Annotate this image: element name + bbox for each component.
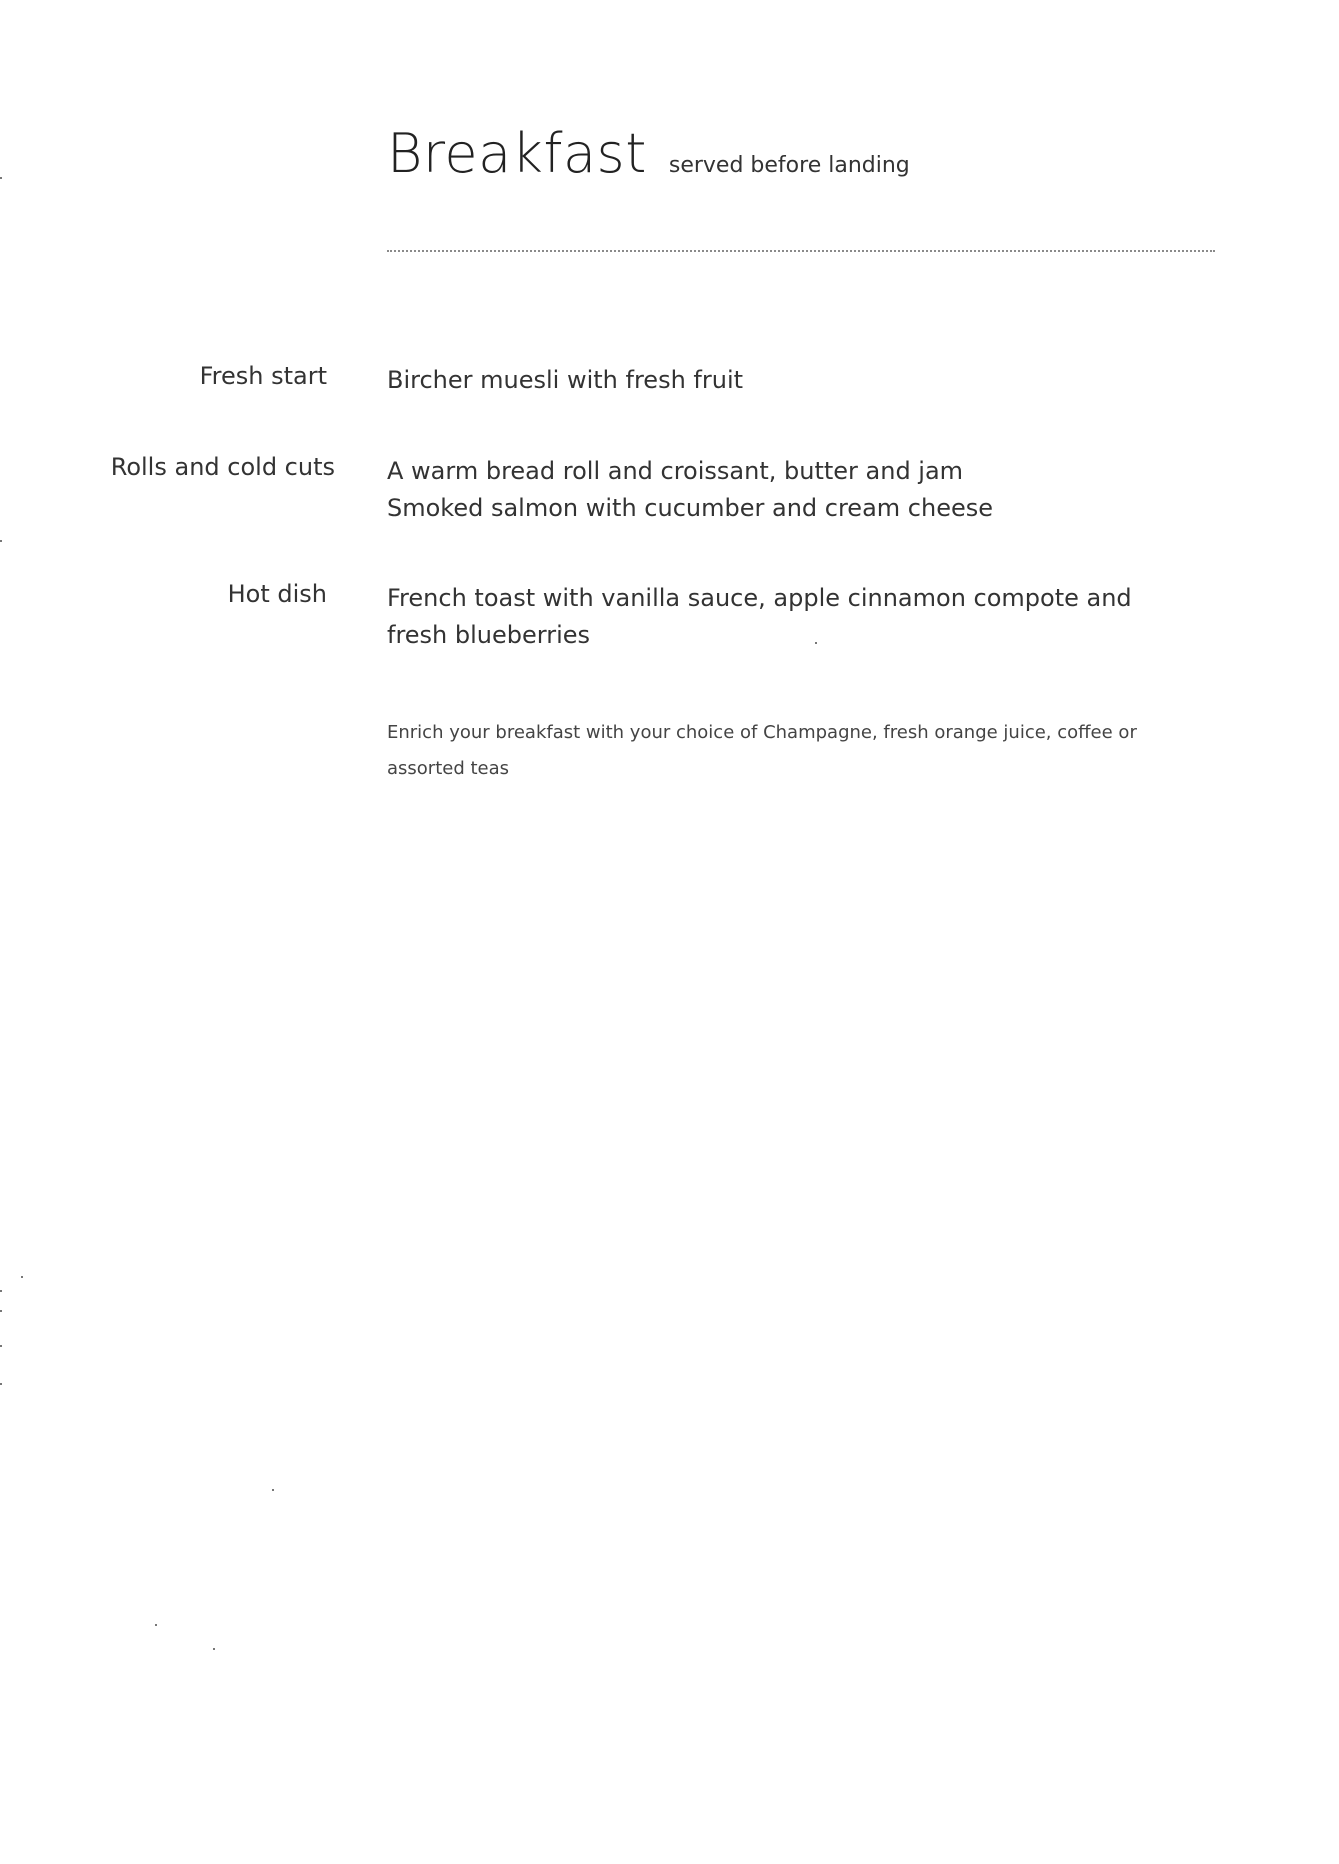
scan-speck — [21, 1276, 23, 1278]
scan-speck — [815, 642, 817, 644]
course-line: Smoked salmon with cucumber and cream cheese — [387, 494, 993, 522]
scan-speck — [0, 1345, 2, 1347]
course-line: A warm bread roll and croissant, butter and jam — [387, 457, 964, 485]
scan-speck — [0, 1310, 2, 1312]
course-description — [387, 453, 1187, 527]
scan-speck — [0, 540, 2, 542]
menu-header — [387, 122, 910, 185]
course-description — [387, 362, 1187, 399]
scan-speck — [0, 177, 2, 179]
scan-speck — [0, 1290, 2, 1292]
menu-title: Breakfast — [387, 122, 647, 185]
scan-speck — [0, 1383, 2, 1385]
course-label: Fresh start — [199, 362, 327, 390]
beverage-note: Enrich your breakfast with your choice of Champagne, fresh orange juice, coffee or assorted teas — [387, 722, 1137, 779]
course-line: Bircher muesli with fresh fruit — [387, 366, 744, 394]
menu-subtitle: served before landing — [668, 153, 910, 178]
course-label: Rolls and cold cuts — [110, 453, 335, 481]
course-line: French toast with vanilla sauce, apple cinnamon compote and fresh blueberries — [387, 584, 1132, 649]
course-label: Hot dish — [227, 580, 327, 608]
scan-speck — [155, 1624, 157, 1626]
header-divider — [387, 250, 1215, 252]
course-description — [387, 580, 1187, 654]
scan-speck — [272, 1489, 274, 1491]
scan-speck — [213, 1648, 215, 1650]
